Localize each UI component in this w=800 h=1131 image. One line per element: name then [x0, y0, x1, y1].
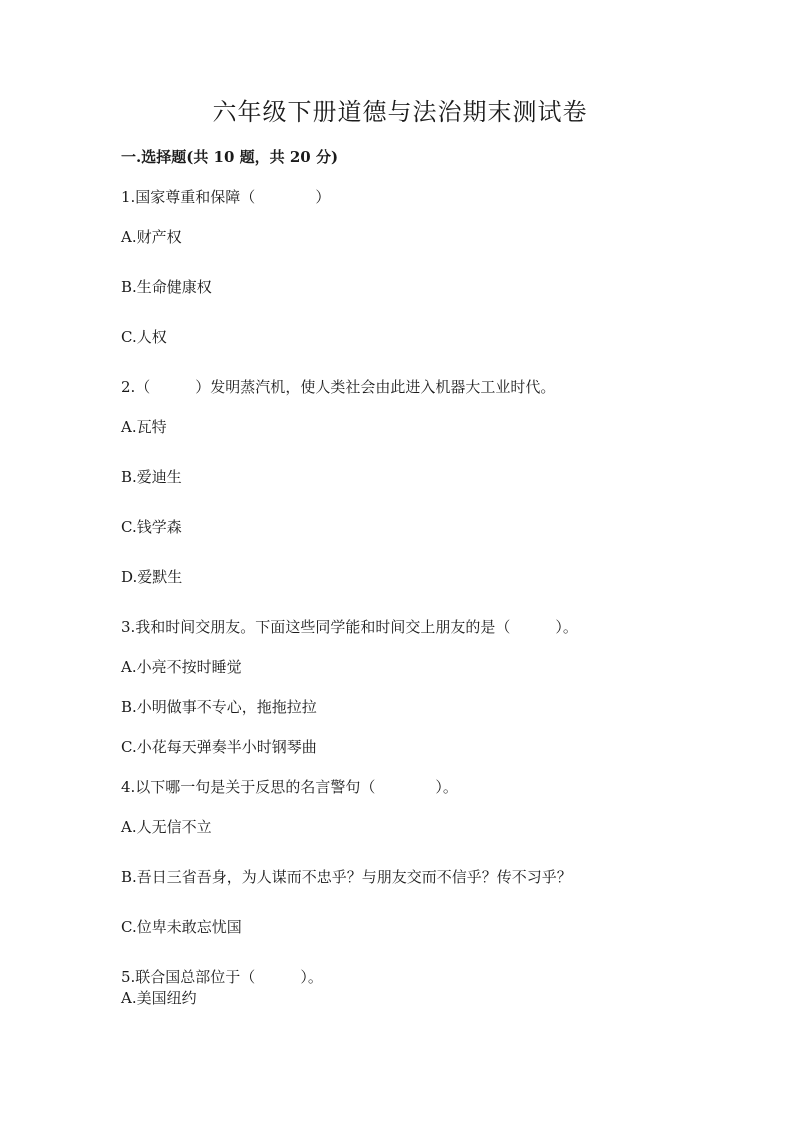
- option-2a: A.瓦特: [121, 418, 167, 436]
- page-title: 六年级下册道德与法治期末测试卷: [212, 98, 588, 126]
- question-3: 3.我和时间交朋友。下面这些同学能和时间交上朋友的是（ ）。: [121, 618, 578, 636]
- option-4b: B.吾日三省吾身，为人谋而不忠乎？与朋友交而不信乎？传不习乎？: [121, 868, 572, 886]
- question-4: 4.以下哪一句是关于反思的名言警句（ ）。: [121, 778, 458, 796]
- question-5: 5.联合国总部位于（ ）。: [121, 968, 323, 986]
- option-4c: C.位卑未敢忘忧国: [121, 918, 242, 936]
- question-2: 2.（ ）发明蒸汽机，使人类社会由此进入机器大工业时代。: [121, 378, 556, 396]
- option-3a: A.小亮不按时睡觉: [121, 658, 242, 676]
- question-1: 1.国家尊重和保障（ ）: [121, 188, 331, 206]
- option-4a: A.人无信不立: [121, 818, 212, 836]
- option-2d: D.爱默生: [121, 568, 183, 586]
- option-1c: C.人权: [121, 328, 167, 346]
- option-2c: C.钱学森: [121, 518, 182, 536]
- option-5a: A.美国纽约: [121, 989, 197, 1007]
- option-2b: B.爱迪生: [121, 468, 182, 486]
- section-heading: 一.选择题(共 10 题，共 20 分): [121, 148, 339, 166]
- option-3c: C.小花每天弹奏半小时钢琴曲: [121, 738, 317, 756]
- option-3b: B.小明做事不专心，拖拖拉拉: [121, 698, 317, 716]
- option-1a: A.财产权: [121, 228, 182, 246]
- option-1b: B.生命健康权: [121, 278, 212, 296]
